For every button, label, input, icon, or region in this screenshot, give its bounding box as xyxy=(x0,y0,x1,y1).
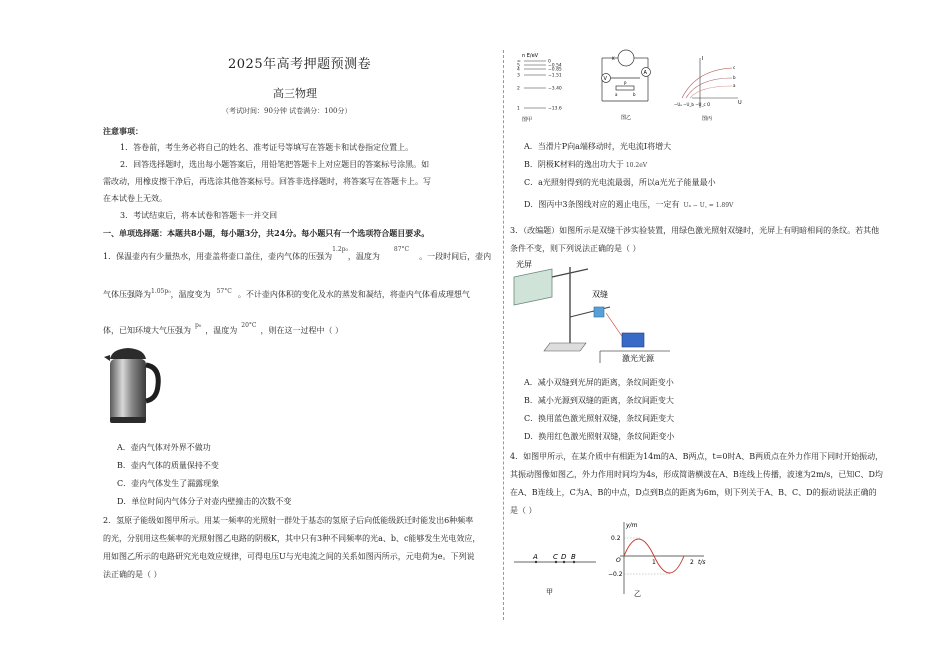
slider-label: P xyxy=(624,81,627,86)
q2-line: 的光，分别用这些频率的光照射图乙电路的阴极K，其中只有3种不同频率的光a、b、c能够发生光电效应， xyxy=(103,534,481,543)
graph-x2: 2 xyxy=(690,559,694,566)
light-screen xyxy=(514,269,552,305)
fig-label-jia-q4: 甲 xyxy=(546,588,553,596)
q2-line: 法正确的是（ ） xyxy=(103,570,162,579)
curve-a: a xyxy=(733,83,736,88)
point-b xyxy=(573,561,575,563)
q1-option-a: A．壶内气体对外界不做功 xyxy=(117,443,211,452)
level-e: −13.6 xyxy=(548,106,562,112)
section-heading: 一、单项选择题：本题共8小题，每小题3分，共24分。每小题只有一个选项符合题目要求。 xyxy=(103,228,430,238)
label-b: B xyxy=(571,553,576,561)
label-c: C xyxy=(553,553,558,561)
q2-option-c: C．a光照射得到的光电流最弱，所以a光光子能量最小 xyxy=(524,178,716,187)
q4-line: 是（ ） xyxy=(510,506,537,515)
energy-header: n E/eV xyxy=(522,53,539,59)
exam-meta: （考试时间：90分钟 试卷满分：100分） xyxy=(222,107,352,115)
q4-points-diagram xyxy=(510,548,600,598)
point-c xyxy=(555,561,557,563)
graph-origin: O xyxy=(616,557,621,564)
graph-x1: 1 xyxy=(652,559,656,566)
q3-option-c: C．换用蓝色激光照射双缝，条纹间距变大 xyxy=(524,414,675,423)
exam-subtitle: 高三物理 xyxy=(273,87,317,100)
graph-ylabel: y/m xyxy=(626,522,638,529)
curve-c: c xyxy=(733,65,736,70)
q1-line1: 1．保温壶内有少量热水，用壶盖将壶口盖住，壶内气体的压强为$^{1.2p_0}$，温度为$^{87^\circ C}$。一段时间后，壶内 xyxy=(103,246,492,261)
laser-label: 激光光源 xyxy=(622,354,654,363)
q3-option-d: D．换用红色激光照射双缝，条纹间距变小 xyxy=(524,432,675,441)
q1-line3: 体，已知环境大气压强为$^{p_0}$，温度为$^{20^\circ C}$，则在这一过程中（ ） xyxy=(103,322,344,335)
q2-option-d: D．图丙中3条图线对应的遏止电压，一定有 Uₐ − U꜀ = 1.89V xyxy=(524,200,734,209)
note-line: 2．回答选择题时，选出每小题答案后，用铅笔把答题卡上对应题目的答案标号涂黑。如 xyxy=(120,160,430,169)
point-a xyxy=(535,561,537,563)
q4-line: 4．如图甲所示，在某介质中有相距为14m的A、B两点，t=0时A、B两质点在外力作用下同时开始振动， xyxy=(510,452,884,461)
axis-i: I xyxy=(702,56,704,62)
graph-ytop: 0.2 xyxy=(611,535,621,542)
axis-u: U xyxy=(738,100,742,106)
q3-line: 3．（改编题）如图所示是双缝干涉实验装置，用绿色激光照射双缝时，光屏上有明暗相间的条纹。若其他 xyxy=(510,226,880,235)
photoelectric-circuit-diagram xyxy=(588,46,666,124)
level-e: 0 xyxy=(548,59,551,65)
note-line: 1．答卷前，考生务必将自己的姓名、准考证号等填写在答题卡和试卷指定位置上。 xyxy=(120,143,414,152)
label-a: A xyxy=(533,553,538,561)
q1-option-c: C．壶内气体发生了漏露现象 xyxy=(117,479,220,488)
level-n: 5 xyxy=(517,63,520,69)
graph-xlabel: t/s xyxy=(698,559,706,566)
level-e: −0.54 xyxy=(548,63,562,69)
q3-line: 条件不变，则下列说法正确的是（ ） xyxy=(510,244,641,253)
ammeter-label: A xyxy=(643,70,647,76)
level-n: ∞ xyxy=(517,59,521,65)
x-labels: −Uₐ −U_b −U_c O xyxy=(674,102,711,107)
q4-line: 其振动图像如图乙，外力作用时间均为4s，形成简谐横波在A、B连线上传播，波速为2m/s，已知C、D均 xyxy=(510,470,883,479)
level-n: 1 xyxy=(517,106,520,112)
level-e: −0.85 xyxy=(548,67,562,73)
energy-level-diagram xyxy=(512,48,584,124)
q2-line: 2．氢原子能级如图甲所示。用某一频率的光照射一群处于基态的氢原子后向低能级跃迁时能发出6种频率 xyxy=(103,516,474,525)
laser-source xyxy=(622,333,644,347)
q2-option-a: A．当滑片P向a端移动时，光电流I将增大 xyxy=(524,142,672,151)
notes-heading: 注意事项： xyxy=(103,126,143,136)
q1-option-d: D．单位时间内气体分子对壶内壁撞击的次数不变 xyxy=(117,497,292,506)
note-line: 3．考试结束后，将本试卷和答题卡一并交回 xyxy=(120,211,278,220)
q2-option-b: B．阴极K材料的逸出功大于 10.2eV xyxy=(524,160,648,169)
curve-b: b xyxy=(733,75,736,80)
q1-line2: 气体压强降为$^{1.05p_0}$，温度变为 $^{57^\circ C}$ 。不计壶内体积的变化及水的蒸发和凝结，将壶内气体看成理想气 xyxy=(103,288,470,299)
point-d xyxy=(563,561,565,563)
thermos-image xyxy=(102,345,164,427)
double-slit-apparatus xyxy=(510,255,680,363)
screen-label: 光屏 xyxy=(516,260,532,269)
q3-option-b: B．减小光源到双缝的距离，条纹间距变大 xyxy=(524,396,674,405)
graph-ybot: −0.2 xyxy=(608,571,623,578)
fig-label-yi-q4: 乙 xyxy=(634,590,641,598)
iu-graph xyxy=(672,50,744,124)
q1-option-b: B．壶内气体的质量保持不变 xyxy=(117,461,219,470)
slider-end-b: b xyxy=(633,92,636,97)
double-slit xyxy=(594,307,604,317)
q4-vibration-graph xyxy=(600,518,712,600)
note-line: 在本试卷上无效。 xyxy=(103,194,167,203)
level-e: −1.51 xyxy=(548,73,562,79)
cathode-label: K xyxy=(612,56,615,61)
level-n: 3 xyxy=(517,73,520,79)
label-d: D xyxy=(561,553,567,561)
q2-line: 用如图乙所示的电路研究光电效应规律，可得电压U与光电流之间的关系如图丙所示，元电荷为e。下列说 xyxy=(103,552,475,561)
voltmeter-label: V xyxy=(603,76,607,82)
fig-label-yi: 图乙 xyxy=(621,115,632,121)
q3-option-a: A．减小双缝到光屏的距离，条纹间距变小 xyxy=(524,378,674,387)
q4-line: 在A、B连线上，C为A、B的中点，D点到B点的距离为6m，则下列关于A、B、C、D的振动说法正确的 xyxy=(510,488,877,497)
slider-end-a: a xyxy=(615,92,618,97)
level-n: 2 xyxy=(517,86,520,92)
fig-label-jia: 图甲 xyxy=(522,117,533,123)
slits-label: 双缝 xyxy=(592,290,608,299)
column-divider xyxy=(503,50,504,620)
note-line: 需改动，用橡皮擦干净后，再选涂其他答案标号。回答非选择题时，将答案写在答题卡上。写 xyxy=(103,177,431,186)
fig-label-bing: 图丙 xyxy=(702,116,713,122)
exam-title: 2025年高考押题预测卷 xyxy=(228,57,372,72)
level-n: 4 xyxy=(517,67,520,73)
level-e: −3.40 xyxy=(548,86,562,92)
